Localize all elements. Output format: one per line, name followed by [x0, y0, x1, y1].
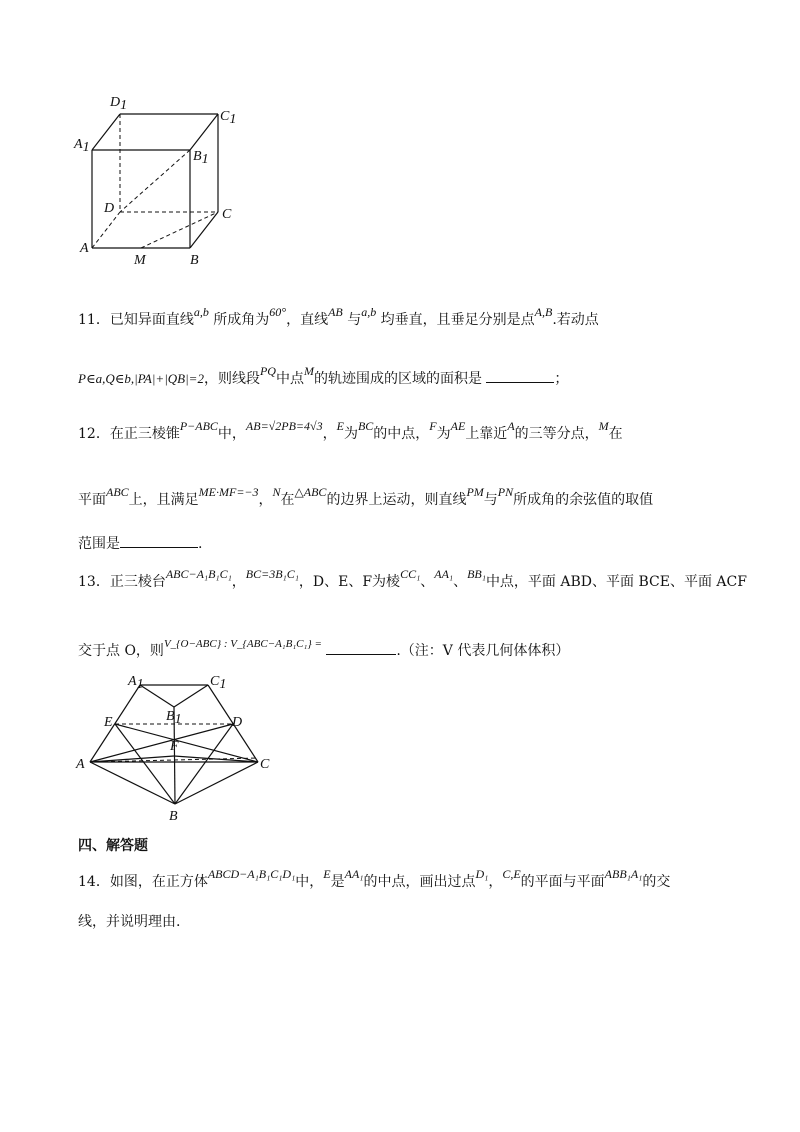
- q11-line2: P∈a,Q∈b,|PA|+|QB|=2，则线段PQ中点M的轨迹围成的区域的面积是 ；: [78, 364, 569, 387]
- label-A: A: [80, 241, 89, 256]
- label-B1: B1: [166, 709, 182, 727]
- q11-answer-blank[interactable]: [486, 368, 554, 383]
- q12-answer-blank[interactable]: [120, 533, 198, 548]
- label-C: C: [222, 207, 232, 222]
- label-A: A: [76, 757, 85, 772]
- q14-line1: 14．如图，在正方体ABCD−A₁B₁C₁D₁中，E是AA₁的中点，画出过点D₁，C,E的平面与平面ABB₁A₁的交: [78, 867, 671, 890]
- label-C1: C1: [220, 109, 237, 127]
- q12-line1: 12．在正三棱锥P−ABC中，AB=√2PB=4√3，E为BC的中点，F为AE上靠近A的三等分点，M在: [78, 419, 623, 442]
- q13-line1: 13．正三棱台ABC−A₁B₁C₁，BC=3B₁C₁，D、E、F为棱CC₁、AA₁、BB₁中点，平面 ABD、平面 BCE、平面 ACF: [78, 567, 747, 590]
- label-B1: B1: [193, 149, 209, 167]
- q14-line2: 线，并说明理由.: [78, 914, 181, 930]
- q13-answer-blank[interactable]: [326, 640, 396, 655]
- label-D: D: [232, 715, 243, 730]
- q12-line3: 范围是 .: [78, 533, 202, 554]
- label-B: B: [169, 809, 178, 824]
- label-E: E: [104, 715, 113, 730]
- section-title: 四、解答题: [78, 838, 148, 854]
- label-D: D: [104, 201, 115, 216]
- q13-line2: 交于点 O，则$^{V\_\{O-ABC\} : V\_\{ABC-A_1B_1C_1\} =}$ .（注：V 代表几何体体积）: [78, 638, 570, 659]
- label-M: M: [134, 253, 146, 268]
- label-C1: C1: [210, 674, 227, 692]
- label-C: C: [260, 757, 270, 772]
- label-F: F: [170, 739, 179, 754]
- frustum-figure: [70, 672, 270, 832]
- cube-figure: [70, 90, 250, 270]
- label-A1: A1: [74, 137, 90, 155]
- label-D1: D1: [110, 95, 128, 113]
- q12-line2: 平面ABC上，且满足ME·MF=−3，N在△ABC的边界上运动，则直线PM与PN所成角的余弦值的取值: [78, 485, 654, 508]
- q11-line1: 11．已知异面直线a,b 所成角为60°，直线AB 与a,b 均垂直，且垂足分别是点A,B.若动点: [78, 305, 599, 328]
- label-B: B: [190, 253, 199, 268]
- label-A1: A1: [128, 674, 144, 692]
